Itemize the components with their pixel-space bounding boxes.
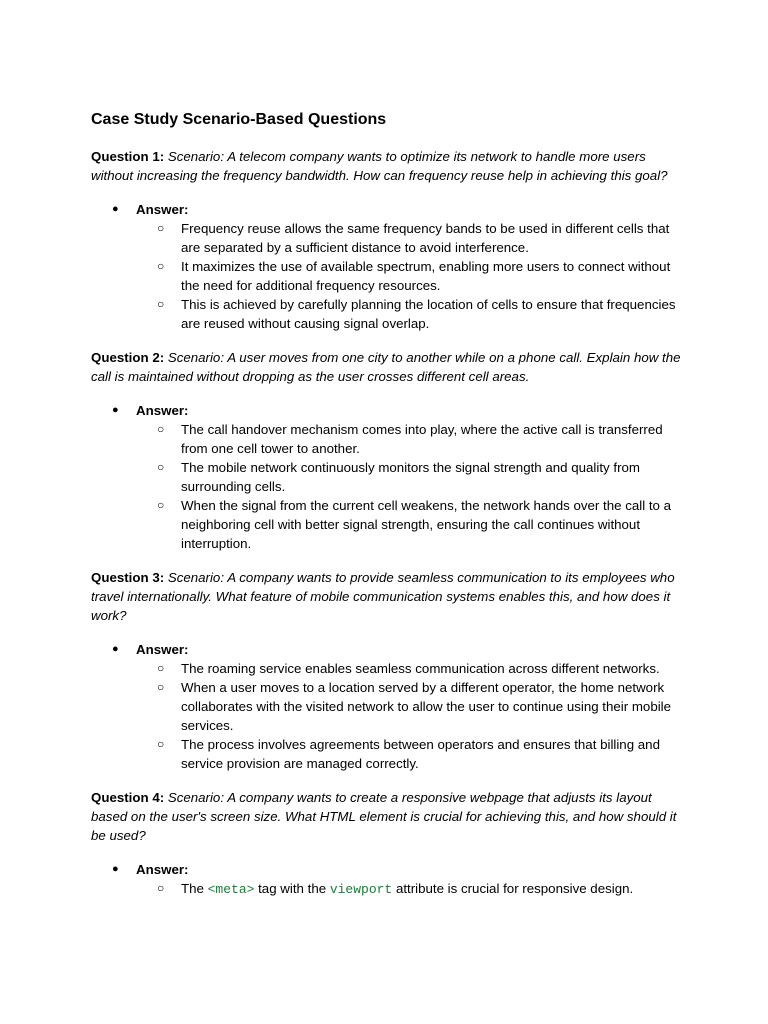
page-title: Case Study Scenario-Based Questions: [91, 111, 387, 128]
question-2: [91, 348, 691, 386]
answer-3: [91, 640, 691, 773]
question-label: Question 2:: [91, 350, 165, 365]
list-item: [91, 420, 691, 458]
answer-4: [91, 860, 691, 899]
list-item: [91, 735, 691, 773]
circle-bullet-icon: ○: [157, 661, 165, 675]
answer-2: [91, 401, 691, 553]
answer-label: Answer:: [136, 403, 189, 418]
answer-label: Answer:: [136, 862, 189, 877]
point-text: The call handover mechanism comes into play, where the active call is transferred from one cell tower to another.: [181, 422, 663, 456]
circle-bullet-icon: ○: [157, 297, 165, 311]
point-text: The roaming service enables seamless communication across different networks.: [181, 661, 660, 676]
answer-points: [91, 420, 691, 553]
point-text: When the signal from the current cell weakens, the network hands over the call to a neighboring cell with better signal strength, ensuring the call continues without interruption.: [181, 498, 672, 551]
answer-1: [91, 200, 691, 333]
list-item: [91, 879, 691, 899]
answer-label: Answer:: [136, 642, 189, 657]
circle-bullet-icon: ○: [157, 881, 165, 895]
circle-bullet-icon: ○: [157, 221, 165, 235]
question-label: Question 3:: [91, 570, 165, 585]
answer-heading: [91, 640, 691, 659]
point-text-post: attribute is crucial for responsive design.: [392, 881, 634, 896]
question-3: [91, 568, 691, 625]
point-text-pre: The: [181, 881, 208, 896]
answer-points: [91, 219, 691, 333]
answer-points: [91, 659, 691, 773]
bullet-icon: ●: [112, 643, 119, 655]
question-scenario: Scenario: A telecom company wants to optimize its network to handle more users without increasing the frequency bandwidth. How can frequency reuse help in achieving this goal?: [91, 149, 668, 183]
list-item: [91, 458, 691, 496]
point-text: This is achieved by carefully planning the location of cells to ensure that frequencies are reused without causing signal overlap.: [181, 297, 676, 331]
circle-bullet-icon: ○: [157, 460, 165, 474]
circle-bullet-icon: ○: [157, 498, 165, 512]
answer-heading: [91, 860, 691, 879]
question-label: Question 4:: [91, 790, 165, 805]
point-text: The process involves agreements between operators and ensures that billing and service provision are managed correctly.: [181, 737, 660, 771]
question-1: [91, 147, 691, 185]
list-item: [91, 659, 691, 678]
answer-points: [91, 879, 691, 899]
question-scenario: Scenario: A company wants to provide seamless communication to its employees who travel internationally. What feature of mobile communication systems enables this, and how does it work?: [91, 570, 675, 623]
circle-bullet-icon: ○: [157, 422, 165, 436]
question-label: Question 1:: [91, 149, 165, 164]
point-text: When a user moves to a location served by a different operator, the home network collaborates with the visited network to allow the user to continue using their mobile services.: [181, 680, 672, 733]
bullet-icon: ●: [112, 863, 119, 875]
bullet-icon: ●: [112, 404, 119, 416]
point-text-mid: tag with the: [254, 881, 330, 896]
list-item: [91, 257, 691, 295]
circle-bullet-icon: ○: [157, 737, 165, 751]
point-text: It maximizes the use of available spectrum, enabling more users to connect without the need for additional frequency resources.: [181, 259, 671, 293]
circle-bullet-icon: ○: [157, 680, 165, 694]
bullet-icon: ●: [112, 203, 119, 215]
question-scenario: Scenario: A user moves from one city to another while on a phone call. Explain how the call is maintained without dropping as the user crosses different cell areas.: [91, 350, 681, 384]
code-viewport: viewport: [329, 882, 393, 897]
list-item: [91, 678, 691, 735]
answer-heading: [91, 401, 691, 420]
list-item: [91, 295, 691, 333]
circle-bullet-icon: ○: [157, 259, 165, 273]
list-item: [91, 219, 691, 257]
answer-heading: [91, 200, 691, 219]
question-4: [91, 788, 691, 845]
question-scenario: Scenario: A company wants to create a responsive webpage that adjusts its layout based on the user's screen size. What HTML element is crucial for achieving this, and how should it be used?: [91, 790, 677, 843]
code-meta: <meta>: [207, 882, 255, 897]
answer-label: Answer:: [136, 202, 189, 217]
point-text: Frequency reuse allows the same frequency bands to be used in different cells that are separated by a sufficient distance to avoid interference.: [181, 221, 670, 255]
point-text: The mobile network continuously monitors the signal strength and quality from surrounding cells.: [181, 460, 640, 494]
document-page: [91, 108, 691, 914]
list-item: [91, 496, 691, 553]
